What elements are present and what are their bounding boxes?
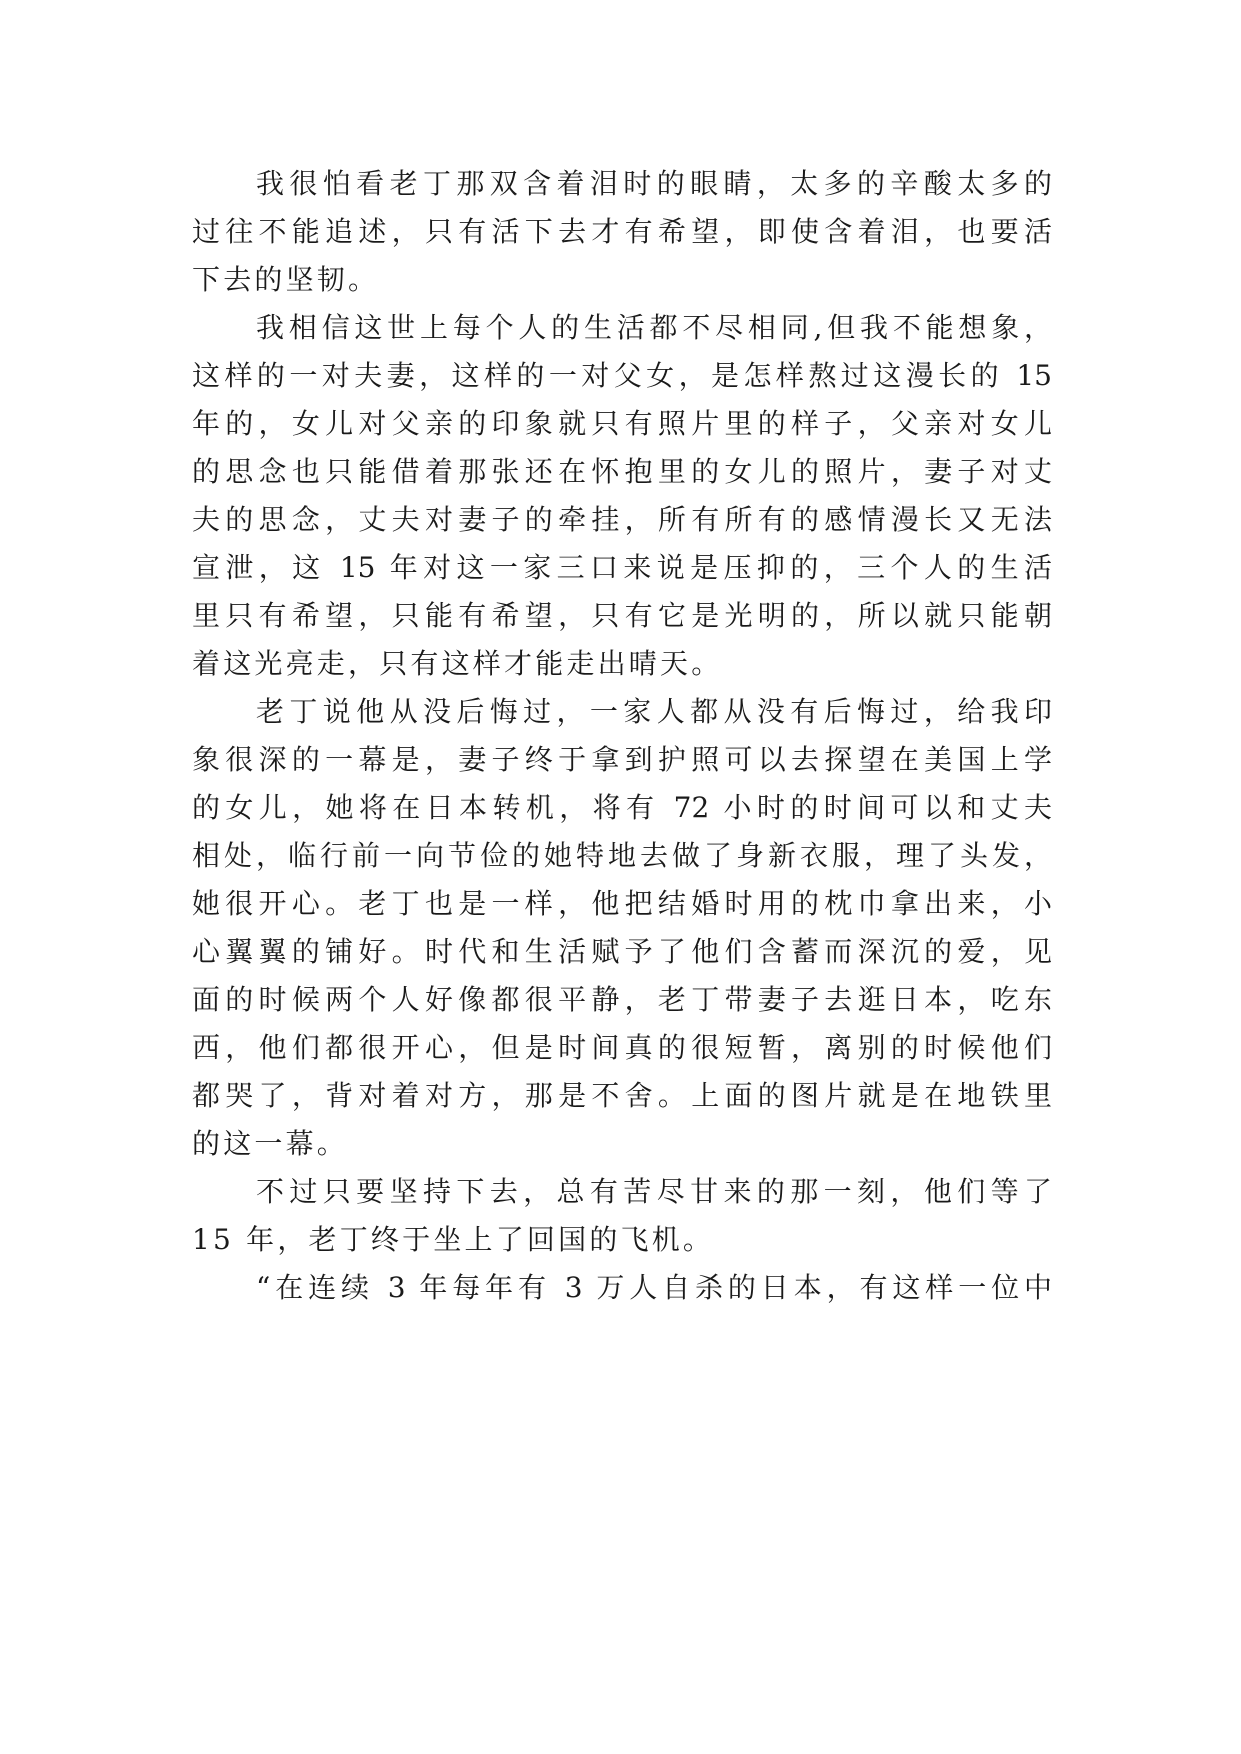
text-line: 西，他们都很开心，但是时间真的很短暂，离别的时候他们: [192, 1031, 1052, 1064]
paragraph-2: [192, 304, 1052, 688]
text-line: 我相信这世上每个人的生活都不尽相同,但我不能想象，: [256, 311, 1052, 344]
text-line: 不过只要坚持下去，总有苦尽甘来的那一刻，他们等了: [256, 1175, 1052, 1208]
paragraph-3: [192, 688, 1052, 1168]
text-line: 年的，女儿对父亲的印象就只有照片里的样子，父亲对女儿: [192, 407, 1052, 440]
text-line: 15 年，老丁终于坐上了回国的飞机。: [192, 1223, 715, 1256]
body-text: [192, 160, 1052, 1312]
text-line: 心翼翼的铺好。时代和生活赋予了他们含蓄而深沉的爱，见: [192, 935, 1052, 968]
text-line: 下去的坚韧。: [192, 263, 380, 296]
paragraph-4: [192, 1168, 1052, 1264]
text-line: 的思念也只能借着那张还在怀抱里的女儿的照片，妻子对丈: [192, 455, 1052, 488]
text-line: 的女儿，她将在日本转机，将有 72 小时的时间可以和丈夫: [192, 791, 1052, 824]
paragraph-1: [192, 160, 1052, 304]
text-line: 相处，临行前一向节俭的她特地去做了身新衣服，理了头发，: [192, 839, 1052, 872]
text-line: 她很开心。老丁也是一样，他把结婚时用的枕巾拿出来，小: [192, 887, 1052, 920]
text-line: 夫的思念，丈夫对妻子的牵挂，所有所有的感情漫长又无法: [192, 503, 1052, 536]
text-line: 这样的一对夫妻，这样的一对父女，是怎样熬过这漫长的 15: [192, 359, 1052, 392]
text-line: “在连续 3 年每年有 3 万人自杀的日本，有这样一位中: [256, 1271, 1052, 1304]
text-line: 老丁说他从没后悔过，一家人都从没有后悔过，给我印: [256, 695, 1052, 728]
text-line: 面的时候两个人好像都很平静，老丁带妻子去逛日本，吃东: [192, 983, 1052, 1016]
text-line: 的这一幕。: [192, 1127, 349, 1160]
text-line: 宣泄，这 15 年对这一家三口来说是压抑的，三个人的生活: [192, 551, 1052, 584]
text-line: 过往不能追述，只有活下去才有希望，即使含着泪，也要活: [192, 215, 1052, 248]
text-line: 里只有希望，只能有希望，只有它是光明的，所以就只能朝: [192, 599, 1052, 632]
text-line: 都哭了，背对着对方，那是不舍。上面的图片就是在地铁里: [192, 1079, 1052, 1112]
text-line: 象很深的一幕是，妻子终于拿到护照可以去探望在美国上学: [192, 743, 1052, 776]
text-line: 着这光亮走，只有这样才能走出晴天。: [192, 647, 723, 680]
text-line: 我很怕看老丁那双含着泪时的眼睛，太多的辛酸太多的: [256, 167, 1052, 200]
paragraph-5: [192, 1264, 1052, 1312]
